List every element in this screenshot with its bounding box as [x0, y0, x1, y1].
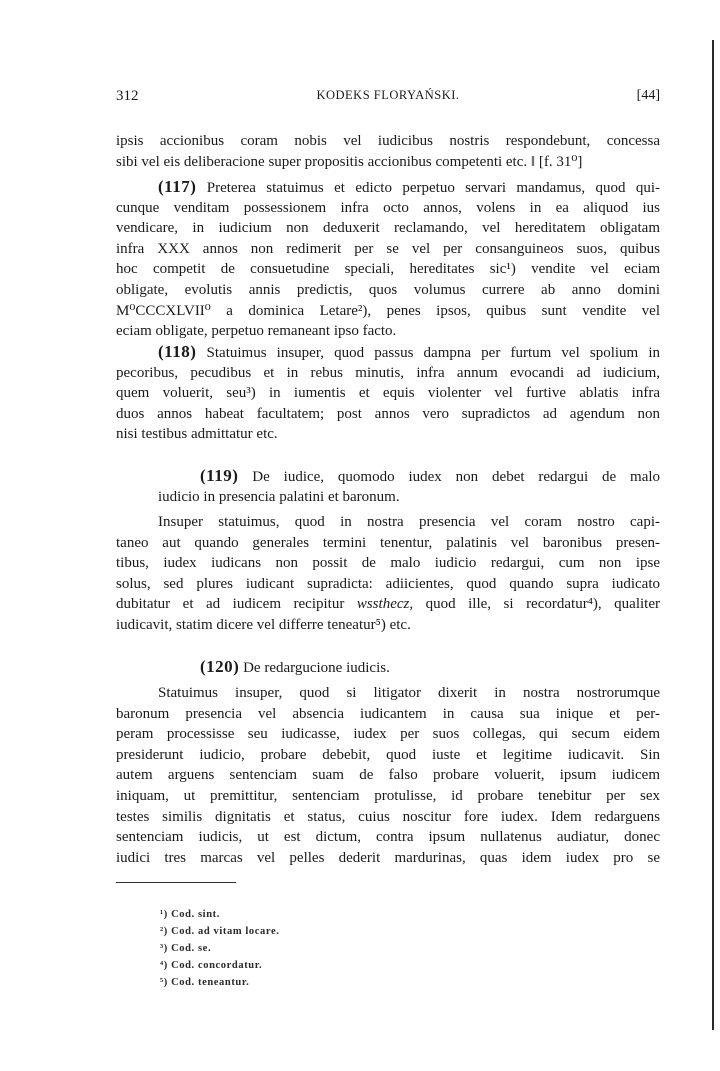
text-line: baronum presencia vel absencia iudicantem in causa sua inique et per-	[116, 705, 660, 722]
text-line: ipsis accionibus coram nobis vel iudicibus nostris respondebunt, concessa	[116, 133, 660, 149]
section-120-body	[116, 683, 660, 868]
section-number: (120)	[200, 657, 240, 676]
text-line: sentenciam iudicis, ut est dictum, contra ipsum nullatenus audiatur, donec	[116, 829, 660, 846]
text-line: sibi vel eis deliberacione super propositis accionibus competenti etc. ‖ [f. 31⁰]	[116, 153, 583, 170]
running-title: KODEKS FLORYAŃSKI.	[316, 88, 460, 102]
text-line: peram processisse seu iudicasse, iudex per suos collegas, qui secum eidem	[116, 726, 660, 743]
text-line: iudici tres marcas vel pelles dederit mardurinas, quas idem iudex pro se	[116, 849, 660, 866]
continued-paragraph	[116, 131, 660, 172]
text-line: (118) Statuimus insuper, quod passus dampna per furtum vel spolium in	[158, 342, 661, 361]
footnote: ²) Cod. ad vitam locare.	[160, 926, 280, 937]
text-line: autem arguens sentenciam suam de falso probare voluerit, ipsum iudicem	[116, 767, 660, 784]
running-header	[116, 88, 660, 110]
text-line: nisi testibus admittatur etc.	[116, 426, 278, 443]
text-line: cunque venditam possessionem infra octo annos, volens in ea aliquod ius	[116, 199, 660, 216]
section-120-heading	[158, 657, 660, 678]
text-line: eciam obligate, perpetuo remaneant ipso facto.	[116, 323, 397, 340]
section-119-heading	[158, 466, 660, 507]
heading-line: (119) De iudice, quomodo iudex non debet redargui de malo	[200, 466, 661, 485]
text-line: duos annos habeat facultatem; post annos vero supradictos ad agendum non	[116, 405, 660, 422]
heading-line: (120) De redargucione iudicis.	[200, 657, 390, 676]
footnote: ⁵) Cod. teneantur.	[160, 977, 250, 988]
section-117	[116, 177, 660, 342]
section-number: (118)	[158, 342, 197, 361]
heading-line: iudicio in presencia palatini et baronum.	[158, 488, 400, 505]
section-number: (119)	[200, 466, 239, 485]
text-line: iudicavit, statim dicere vel differre teneatur⁵) etc.	[116, 616, 411, 633]
text-line: hoc competit de consuetudine speciali, hereditates sic¹) vendite vel eciam	[116, 261, 660, 278]
page-bracket-number: [44]	[636, 88, 660, 103]
text-line: tibus, iudex iudicans non possit de malo iudicio redargui, cum non ipse	[116, 555, 660, 572]
section-number: (117)	[158, 177, 197, 196]
text-line: quem voluerit, seu³) in iumentis et equis violenter vel furtive ablatis infra	[116, 385, 660, 402]
text-line: taneo aut quando generales termini tenentur, palatinis vel baronibus presen-	[116, 534, 660, 551]
footnote: ⁴) Cod. concordatur.	[160, 960, 263, 971]
text-line: Statuimus insuper, quod si litigator dixerit in nostra nostrorumque	[158, 685, 660, 701]
footnote: ¹) Cod. sint.	[160, 909, 220, 920]
text-line: vendicare, in iudicium non deduxerit reclamando, vel hereditatem obligatam	[116, 220, 660, 237]
text-line: infra XXX annos non redimerit per se vel per consanguineos suos, quibus	[116, 240, 660, 257]
text-line: pecoribus, pecudibus et in rebus minutis, infra annum evocandi ad iudicium,	[116, 364, 660, 381]
text-line: (117) Preterea statuimus et edicto perpetuo servari mandamus, quod qui-	[158, 177, 660, 196]
footnote-divider	[116, 882, 236, 883]
text-line: presiderunt iudicio, probare debebit, quod iuste et legitime iudicavit. Sin	[116, 746, 660, 763]
page-number: 312	[116, 88, 139, 104]
section-118	[116, 342, 660, 445]
text-line: testes similis dignitatis et status, cuius noscitur fore iudex. Idem redarguens	[116, 808, 660, 825]
text-line: obligate, evolutis annis predictis, quos volumus currere ab anno domini	[116, 281, 660, 298]
text-line: iniquam, ut premittitur, sentenciam protulisse, id probare tenebitur per sex	[116, 787, 660, 804]
text-line: solus, sed plures iudicant supradicta: adiicientes, quod quando supra iudicato	[116, 575, 660, 592]
footnotes	[160, 906, 279, 991]
section-119-body	[116, 512, 660, 636]
page-edge-line	[712, 40, 714, 1030]
italic-term: wssthecz,	[356, 596, 414, 613]
footnote: ³) Cod. se.	[160, 943, 212, 954]
text-line: M⁰CCCXLVII⁰ a dominica Letare²), penes ipsos, quibus sunt vendite vel	[116, 302, 660, 319]
text-line: dubitatur et ad iudicem recipitur wssthecz, quod ille, si recordatur⁴), qualiter	[116, 596, 660, 613]
text-line: Insuper statuimus, quod in nostra presencia vel coram nostro capi-	[158, 514, 660, 530]
